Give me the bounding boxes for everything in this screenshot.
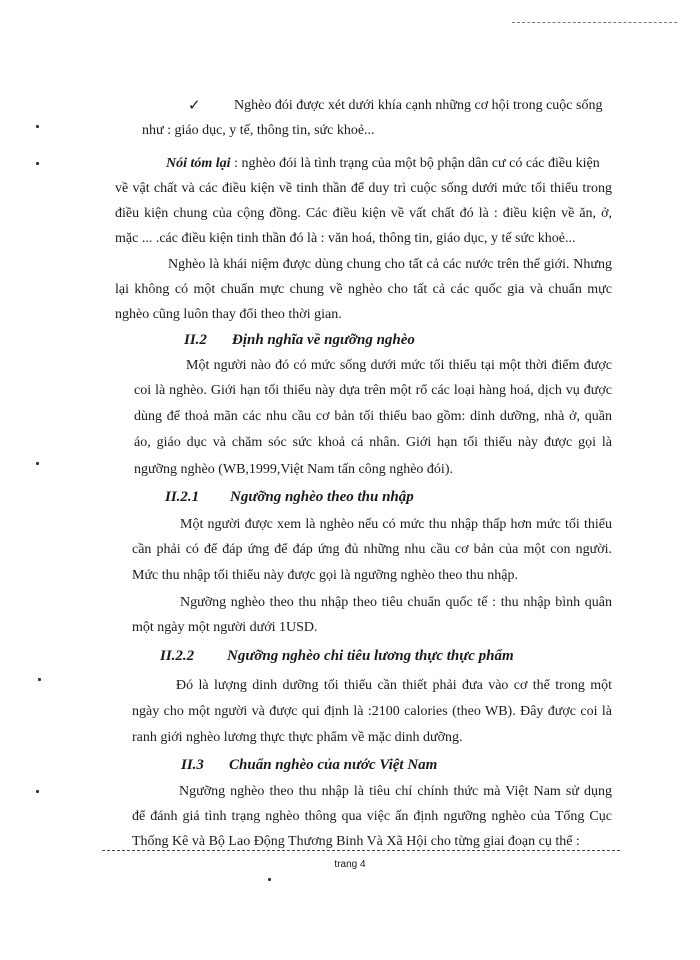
text-line: điều kiện chung của cộng đồng. Các điều kiện về vất chất đó là : điều kiện về ăn, ở, — [115, 206, 612, 221]
text-line: cần phải có để đáp ứng để đáp ứng đủ những nhu cầu cơ bản của một con người. — [132, 542, 612, 557]
text-line: ngày cho một người và được qui định là :2100 calories (theo WB). Đây được coi là — [132, 704, 612, 719]
text-line: mặc ... .các điều kiện tinh thần đó là : văn hoá, thông tin, giáo dục, y tế sức khoẻ... — [115, 231, 576, 246]
section-heading — [181, 756, 437, 774]
text-line: dùng để thoả mãn các nhu cầu cơ bản tối thiểu bao gồm: dinh dưỡng, nhà ở, quần — [134, 409, 612, 424]
heading-title: Chuẩn nghèo của nước Việt Nam — [229, 757, 438, 773]
text-line: lại không có một chuẩn mực chung về nghèo cho tất cả các quốc gia và chuẩn mực — [115, 282, 612, 297]
text-fragment: : nghèo đói là tình trạng của một bộ phận dân cư có các điều kiện — [230, 156, 600, 171]
scan-speck — [38, 678, 41, 681]
text-line: để đánh giá tình trạng nghèo thông qua việc ấn định ngưỡng nghèo của Tổng Cục — [132, 809, 612, 824]
heading-title: Ngưỡng nghèo chi tiêu lương thực thực phẩm — [227, 648, 514, 664]
text-line: ngưỡng nghèo (WB,1999,Việt Nam tấn công nghèo đói). — [134, 462, 453, 477]
section-heading — [165, 488, 414, 506]
heading-number: II.2.2 — [160, 648, 195, 664]
heading-number: II.2 — [184, 332, 207, 348]
text-line: Nghèo là khái niệm được dùng chung cho tất cả các nước trên thế giới. Nhưng — [168, 257, 612, 272]
text-line: Ngưỡng nghèo theo thu nhập theo tiêu chuẩn quốc tế : thu nhập bình quân — [180, 595, 612, 610]
text-line: Nghèo đói được xét dưới khía cạnh những cơ hội trong cuộc sống — [234, 98, 603, 113]
text-line: Thống Kê và Bộ Lao Động Thương Binh Và Xã Hội cho từng giai đoạn cụ thể : — [132, 834, 580, 849]
heading-title: Ngưỡng nghèo theo thu nhập — [230, 489, 414, 505]
text-line: Một người được xem là nghèo nếu có mức thu nhập thấp hơn mức tối thiểu — [180, 517, 612, 532]
text-line: áo, giáo dục và chăm sóc sức khoả cá nhân. Giới hạn tối thiểu này được gọi là — [134, 435, 612, 450]
text-line: Mức thu nhập tối thiểu này được gọi là ngưỡng nghèo theo thu nhập. — [132, 568, 518, 583]
section-heading — [184, 331, 415, 349]
text-line: một ngày một người dưới 1USD. — [132, 620, 318, 635]
section-heading — [160, 647, 514, 665]
scan-speck — [36, 162, 39, 165]
scan-speck — [36, 462, 39, 465]
scan-speck — [36, 790, 39, 793]
text-line: như : giáo dục, y tế, thông tin, sức khoẻ... — [142, 123, 375, 138]
text-line: ranh giới nghèo lương thực thực phẩm về mặc dinh dưỡng. — [132, 730, 463, 745]
page-number: trang 4 — [334, 859, 366, 870]
scan-speck — [268, 878, 271, 881]
text-line: Ngưỡng nghèo theo thu nhập là tiêu chí chính thức mà Việt Nam sử dụng — [179, 784, 612, 799]
scan-speck — [36, 125, 39, 128]
text-line: Đó là lượng dinh dưỡng tối thiểu cần thiết phải đưa vào cơ thể trong một — [176, 678, 612, 693]
text-line: nghèo cũng luôn thay đổi theo thời gian. — [115, 307, 342, 322]
heading-title: Định nghĩa về ngưỡng nghèo — [232, 332, 415, 348]
footer-rule — [102, 850, 620, 851]
heading-number: II.3 — [181, 757, 204, 773]
text-line: về vật chất và các điều kiện về tinh thần để duy trì cuộc sống dưới mức tối thiểu trong — [115, 181, 612, 196]
text-line — [166, 155, 600, 173]
text-line: Một người nào đó có mức sống dưới mức tối thiểu tại một thời điểm được — [186, 358, 612, 373]
top-rule — [512, 22, 677, 23]
heading-number: II.2.1 — [165, 489, 200, 505]
text-line: coi là nghèo. Giới hạn tối thiểu này dựa trên một rổ các loại hàng hoá, dịch vụ được — [134, 383, 612, 398]
checkmark-icon: ✓ — [188, 98, 201, 114]
emphasis-phrase: Nói tóm lại — [166, 156, 231, 171]
